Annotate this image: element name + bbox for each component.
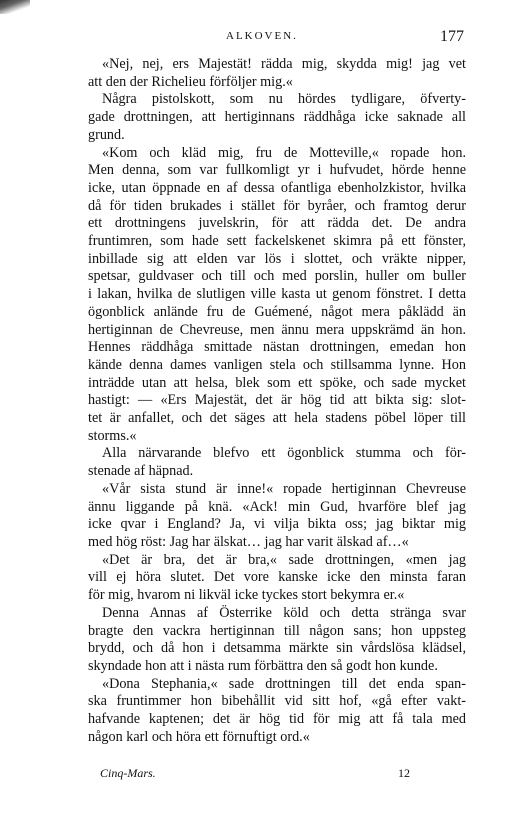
text-line: inträdde utan att helsa, blek som ett spöke, och sade mycket <box>88 374 466 391</box>
text-line: ska fruntimmer hon bibehållit vid sitt hof, «gå efter vakt- <box>88 693 466 710</box>
text-line: hertiginnan de Chevreuse, men ännu mera uppskrämd än hon. <box>88 321 466 338</box>
text-line: att den der Richelieu förföljer mig.« <box>88 73 293 90</box>
paragraph <box>88 605 466 676</box>
text-line: Men denna, som var fullkomligt yr i hufvudet, hörde henne <box>88 162 466 179</box>
text-line: grund. <box>88 126 125 143</box>
text-line: stenade af häpnad. <box>88 463 194 480</box>
text-line: med hög röst: Jag har älskat… jag har varit älskad af…« <box>88 533 409 550</box>
printer-signature: Cinq-Mars. <box>100 766 156 780</box>
text-line: hastigt: — «Ers Majestät, det är hög tid att bikta sig: slot- <box>88 392 466 409</box>
text-line: spetsar, guldvaser och till och med porslin, huller om buller <box>88 268 466 285</box>
paragraph <box>88 56 466 91</box>
text-line: för mig, hvarom ni likväl icke tyckes stort bekymra er.« <box>88 587 405 604</box>
page-header <box>88 28 468 48</box>
text-line: «Dona Stephania,« sade drottningen till det enda span- <box>102 675 466 692</box>
text-line: ögonblick anlände fru de Guémené, något mera påklädd än <box>88 303 466 320</box>
text-line: brydd, och då hon i detsamma märkte sin vårdslösa klädsel, <box>88 640 466 657</box>
text-line: i lakan, hvilka de slutligen ville kasta ut genom fönstret. I detta <box>88 286 466 303</box>
text-line: kände denna dames vanligen stela och stillsamma lynne. Hon <box>88 356 466 373</box>
scan-corner-mark <box>0 0 30 14</box>
text-line: gade drottningen, att hertiginnans räddhåga icke saknade all <box>88 109 466 126</box>
sheet-number: 12 <box>398 766 410 780</box>
paragraph <box>88 445 466 480</box>
text-line: Hennes räddhåga smittade nästan drottningen, emedan hon <box>88 339 466 356</box>
text-line: ett drottningens juvelskrin, för att rädda det. De andra <box>88 215 466 232</box>
text-line: tet är anfallet, och det säges att hela stadens pöbel löper till <box>88 410 466 427</box>
paragraph <box>88 91 466 144</box>
text-line: fruntimren, som hade sett fackelskenet skimra på ett fönster, <box>88 233 466 250</box>
paragraph <box>88 676 466 747</box>
body-text <box>88 56 466 746</box>
text-line: hafvande kaptenen; det är hög tid för mig att få tala med <box>88 711 466 728</box>
text-line: någon karl och höra ett förnuftigt ord.« <box>88 728 310 745</box>
text-line: «Nej, nej, ers Majestät! rädda mig, skydda mig! jag vet <box>102 56 466 72</box>
text-line: Alla närvarande blefvo ett ögonblick stumma och för- <box>102 445 466 462</box>
text-line: skyndade hon att i nästa rum förbättra den så godt hon kunde. <box>88 657 438 674</box>
running-title: ALKOVEN. <box>226 30 298 42</box>
text-line: inbillade sig att elden var lös i slottet, och vräkte nipper, <box>88 250 466 267</box>
text-line: icke, utan öppnade en af dessa ofantliga ebenholzkistor, hvilka <box>88 179 466 196</box>
text-line: «Vår sista stund är inne!« ropade hertiginnan Chevreuse <box>102 480 466 497</box>
page-number: 177 <box>440 28 464 45</box>
text-line: bragte den vackra hertiginnan till någon sans; hon uppsteg <box>88 622 466 639</box>
text-line: då för tiden brukades i stället för byråer, och framtog derur <box>88 197 466 214</box>
paragraph <box>88 145 466 446</box>
text-line: ännu liggande på knä. «Ack! min Gud, hvarföre blef jag <box>88 498 466 515</box>
paragraph <box>88 552 466 605</box>
text-line: storms.« <box>88 427 137 444</box>
paragraph <box>88 481 466 552</box>
text-line: Denna Annas af Österrike köld och detta stränga svar <box>102 604 466 621</box>
text-line: Några pistolskott, som nu hördes tydligare, öfverty- <box>102 91 466 108</box>
text-line: vill ej höra slutet. Det vore kanske icke den minsta faran <box>88 569 466 586</box>
text-line: «Kom och kläd mig, fru de Motteville,« ropade hon. <box>102 144 466 161</box>
page-footer <box>100 766 430 786</box>
text-line: icke qvar i England? Ja, vi vilja bikta oss; jag biktar mig <box>88 516 466 533</box>
text-line: «Det är bra, det är bra,« sade drottningen, «men jag <box>102 551 466 568</box>
